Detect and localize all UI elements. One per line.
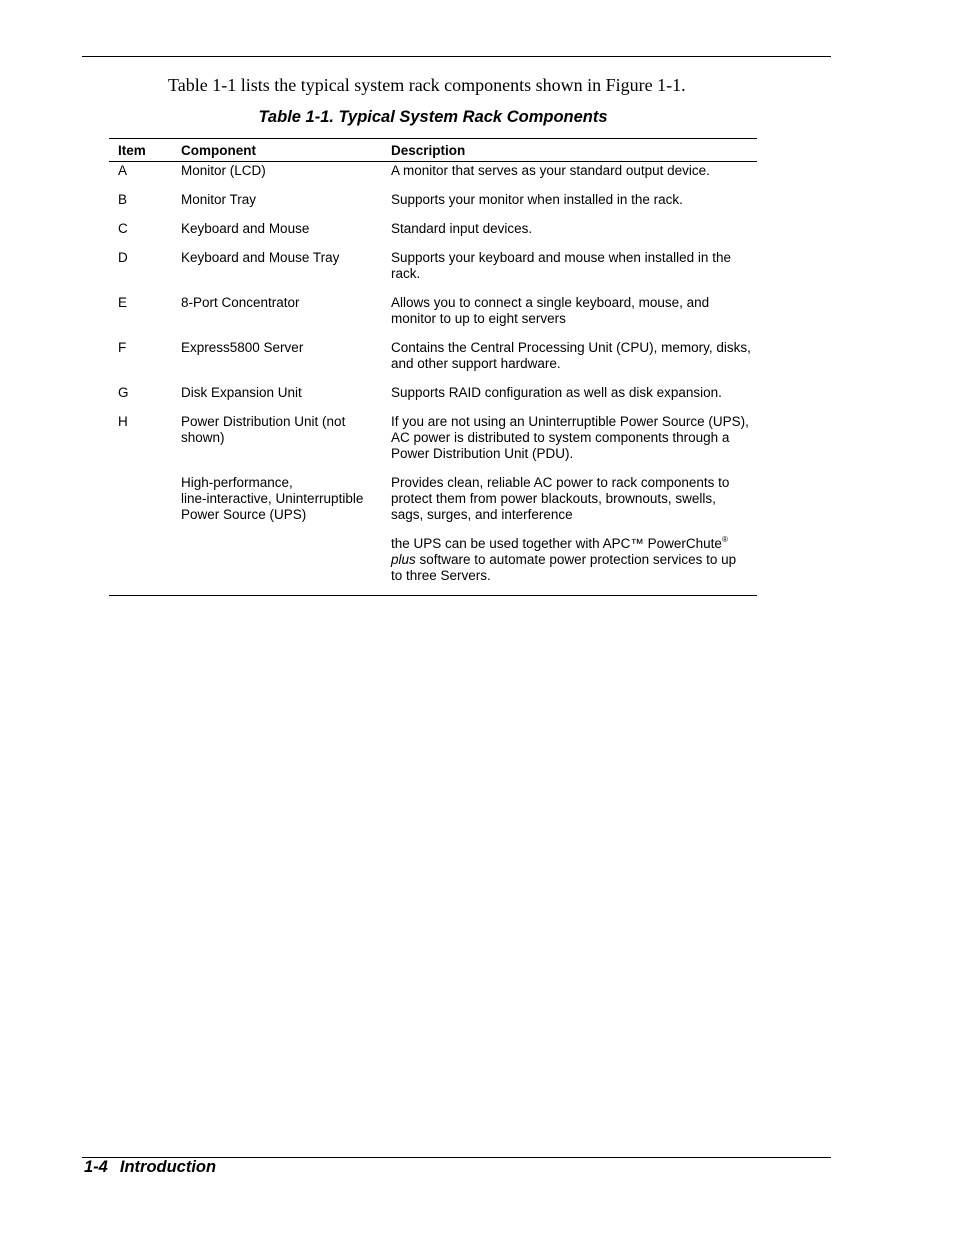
section-name: Introduction: [119, 1158, 217, 1176]
description-cell: If you are not using an Uninterruptible Power Source (UPS), AC power is distributed to system components through a Power Distribution Unit (PDU).: [391, 414, 749, 461]
page-number: 1-4: [84, 1158, 108, 1176]
powerchute-suffix: software to automate power protection services to up to three Servers.: [391, 552, 737, 583]
intro-paragraph: Table 1-1 lists the typical system rack components shown in Figure 1-1.: [168, 75, 686, 95]
table-row: [109, 220, 757, 249]
description-cell: Supports your keyboard and mouse when installed in the rack.: [391, 250, 731, 281]
item-cell: A: [118, 163, 128, 178]
components-table: [109, 138, 757, 596]
description-cell: [382, 475, 757, 584]
item-cell: E: [118, 295, 128, 310]
component-cell: Power Distribution Unit (not shown): [181, 414, 346, 445]
table-header-row: [109, 139, 757, 162]
table-row: [109, 162, 757, 191]
table-row: [109, 294, 757, 339]
description-cell: Contains the Central Processing Unit (CPU), memory, disks, and other support hardware.: [391, 340, 751, 371]
plus-text: plus: [391, 552, 416, 567]
description-cell: A monitor that serves as your standard output device.: [391, 163, 710, 178]
header-description: Description: [391, 142, 466, 158]
ups-powerchute-paragraph: [391, 536, 751, 584]
table-row: [109, 384, 757, 413]
item-cell: D: [118, 250, 128, 265]
item-cell: G: [118, 385, 129, 400]
registered-mark: ®: [721, 535, 728, 544]
powerchute-text: the UPS can be used together with APC™ PowerChute: [391, 536, 722, 551]
table-row: [109, 339, 757, 384]
table-row: [109, 249, 757, 294]
description-cell: Allows you to connect a single keyboard, mouse, and monitor to up to eight servers: [391, 295, 710, 326]
component-cell: Monitor Tray: [181, 192, 257, 207]
header-rule: [82, 56, 831, 57]
header-component: Component: [181, 142, 256, 158]
component-cell: Keyboard and Mouse: [181, 221, 310, 236]
table-row: [109, 191, 757, 220]
description-cell: Supports your monitor when installed in the rack.: [391, 192, 683, 207]
ups-description-paragraph: Provides clean, reliable AC power to rack components to protect them from power blackouts, brownouts, swells, sags, surges, and interference: [391, 475, 730, 522]
component-cell: Disk Expansion Unit: [181, 385, 302, 400]
page-footer: [84, 1158, 216, 1177]
table-title: Table 1-1. Typical System Rack Components: [258, 108, 608, 126]
description-cell: Supports RAID configuration as well as disk expansion.: [391, 385, 722, 400]
component-cell: Monitor (LCD): [181, 163, 266, 178]
component-line: line-interactive, Uninterruptible: [181, 491, 364, 506]
component-line: High-performance,: [181, 475, 293, 490]
table-row: [109, 413, 757, 474]
component-cell: Express5800 Server: [181, 340, 304, 355]
component-cell: Keyboard and Mouse Tray: [181, 250, 340, 265]
header-item: Item: [118, 142, 146, 158]
component-line: Power Source (UPS): [181, 507, 307, 522]
item-cell: F: [118, 340, 127, 355]
component-cell: [172, 475, 382, 523]
item-cell: B: [118, 192, 128, 207]
item-cell: C: [118, 221, 128, 236]
component-cell: 8-Port Concentrator: [181, 295, 300, 310]
description-cell: Standard input devices.: [391, 221, 533, 236]
table-row-ups: [109, 474, 757, 584]
item-cell: H: [118, 414, 128, 429]
